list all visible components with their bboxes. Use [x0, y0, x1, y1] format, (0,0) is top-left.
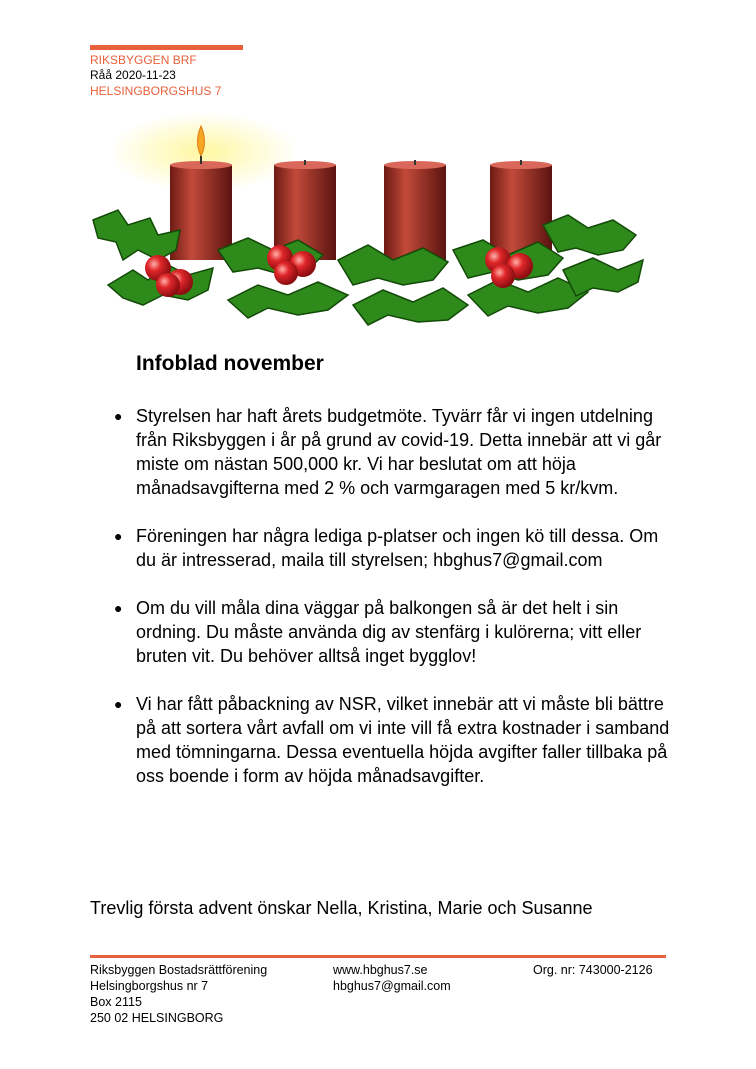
list-item — [114, 404, 676, 500]
footer-contact — [333, 962, 451, 994]
advent-candles-wreath-icon — [88, 110, 648, 328]
footer-address — [90, 962, 267, 1026]
footer-web-link[interactable]: www.hbghus7.se — [333, 963, 428, 977]
footer-org-nr-text: Org. nr: 743000-2126 — [533, 963, 653, 977]
footer-address-line: 250 02 HELSINGBORG — [90, 1011, 224, 1025]
candles — [170, 156, 552, 260]
list-item — [114, 524, 676, 572]
footer-address-line: Riksbyggen Bostadsrättförening — [90, 963, 268, 977]
list-item — [114, 692, 676, 788]
footer-address-line: Box 2115 — [90, 995, 142, 1009]
footer-address-line: Helsingborgshus nr 7 — [90, 979, 209, 993]
page-title: Infoblad november — [136, 352, 324, 375]
list-item — [114, 596, 676, 668]
header-association: HELSINGBORGSHUS 7 — [90, 84, 222, 98]
bullet-icon: ● — [114, 600, 123, 616]
footer-org-nr — [533, 962, 653, 978]
footer-email-link[interactable]: hbghus7@gmail.com — [333, 979, 451, 993]
bullet-text: Vi har fått påbackning av NSR, vilket innebär att vi måste bli bättre på att sortera vårt avfall om vi inte vill få extra kostnader i samband med tömningarna. Dessa eventuella höjda avgifter faller tillbaka på oss boende i form av höjda månadsavgifter. — [136, 694, 670, 786]
bullet-list — [114, 404, 676, 812]
footer-divider — [90, 955, 666, 958]
bullet-icon: ● — [114, 696, 123, 712]
bullet-icon: ● — [114, 408, 123, 424]
closing-greeting: Trevlig första advent önskar Nella, Kristina, Marie och Susanne — [90, 898, 593, 918]
bullet-icon: ● — [114, 528, 123, 544]
header-accent-bar — [90, 45, 243, 50]
bullet-text: Om du vill måla dina väggar på balkongen så är det helt i sin ordning. Du måste använda dig av stenfärg i kulörerna; vitt eller bruten vit. Du behöver alltså inget bygglov! — [136, 598, 642, 666]
bullet-text: Föreningen har några lediga p-platser och ingen kö till dessa. Om du är intresserad, maila till styrelsen; hbghus7@gmail.com — [136, 526, 659, 570]
header-org: RIKSBYGGEN BRF — [90, 53, 197, 67]
bullet-text: Styrelsen har haft årets budgetmöte. Tyvärr får vi ingen utdelning från Riksbyggen i år på grund av covid-19. Detta innebär att vi går miste om nästan 500,000 kr. Vi har beslutat om att höja månadsavgifterna med 2 % och varmgaragen med 5 kr/kvm. — [136, 406, 662, 498]
header-place-date: Råå 2020-11-23 — [90, 68, 176, 82]
